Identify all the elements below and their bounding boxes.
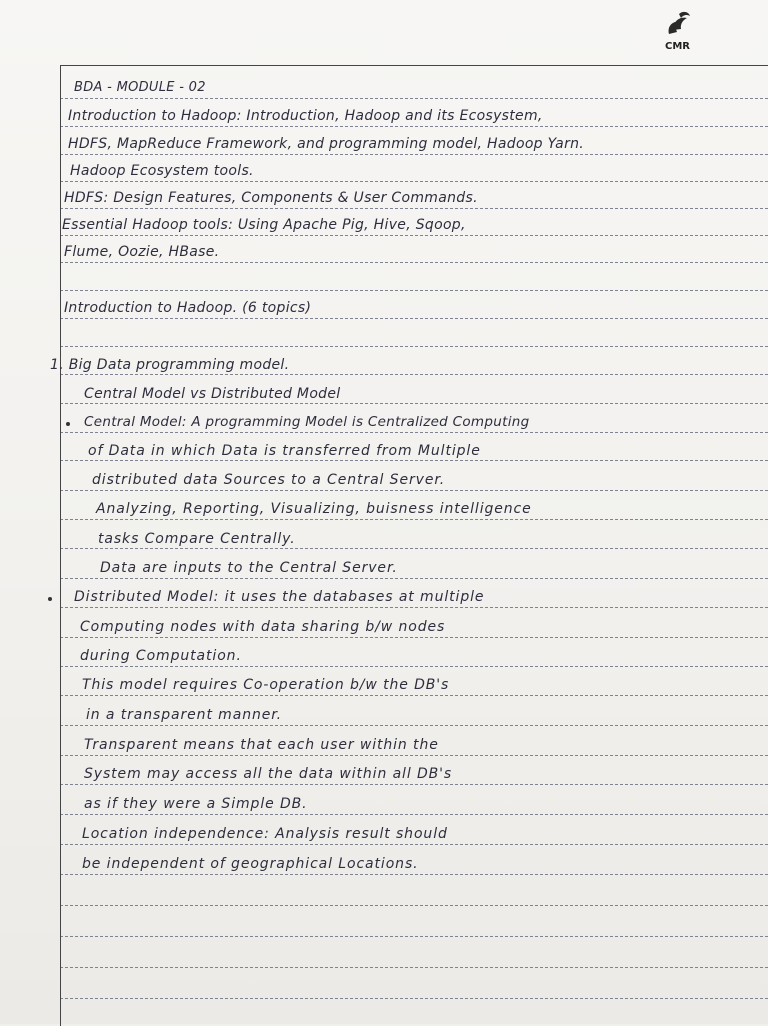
text-line: Hadoop Ecosystem tools. <box>70 163 254 179</box>
numbered-heading: 1. Big Data programming model. <box>50 357 290 373</box>
cmr-logo <box>655 8 705 56</box>
bullet-icon <box>48 597 52 601</box>
text-line: during Computation. <box>80 648 242 664</box>
text-line: Introduction to Hadoop: Introduction, Hadoop and its Ecosystem, <box>68 108 543 124</box>
module-heading: BDA - MODULE - 02 <box>74 80 206 95</box>
text-line: of Data in which Data is transferred from Multiple <box>88 443 481 459</box>
text-line: Central Model: A programming Model is Centralized Computing <box>84 414 530 430</box>
section-heading: Introduction to Hadoop. (6 topics) <box>64 300 312 316</box>
text-line: This model requires Co-operation b/w the DB's <box>82 677 450 693</box>
logo-text: CMR <box>665 41 690 52</box>
text-line: Transparent means that each user within the <box>84 737 439 753</box>
text-line: Central Model vs Distributed Model <box>84 386 341 402</box>
text-line: Essential Hadoop tools: Using Apache Pig, Hive, Sqoop, <box>62 217 466 233</box>
text-line: Flume, Oozie, HBase. <box>64 244 220 260</box>
swan-logo-icon <box>663 8 693 38</box>
text-line: HDFS: Design Features, Components & User Commands. <box>64 190 478 206</box>
text-line: as if they were a Simple DB. <box>84 796 308 812</box>
text-line: in a transparent manner. <box>86 707 282 723</box>
text-line: tasks Compare Centrally. <box>98 531 296 547</box>
text-line: HDFS, MapReduce Framework, and programming model, Hadoop Yarn. <box>68 136 585 152</box>
text-line: distributed data Sources to a Central Server. <box>92 472 446 488</box>
text-line: Location independence: Analysis result should <box>82 826 448 842</box>
text-line: System may access all the data within all DB's <box>84 766 453 782</box>
text-line: Data are inputs to the Central Server. <box>100 560 398 576</box>
text-line: Distributed Model: it uses the databases at multiple <box>74 589 485 605</box>
bullet-icon <box>66 422 70 426</box>
text-line: Computing nodes with data sharing b/w nodes <box>80 619 446 635</box>
text-line: Analyzing, Reporting, Visualizing, buisness intelligence <box>96 501 532 517</box>
text-line: be independent of geographical Locations. <box>82 856 419 872</box>
